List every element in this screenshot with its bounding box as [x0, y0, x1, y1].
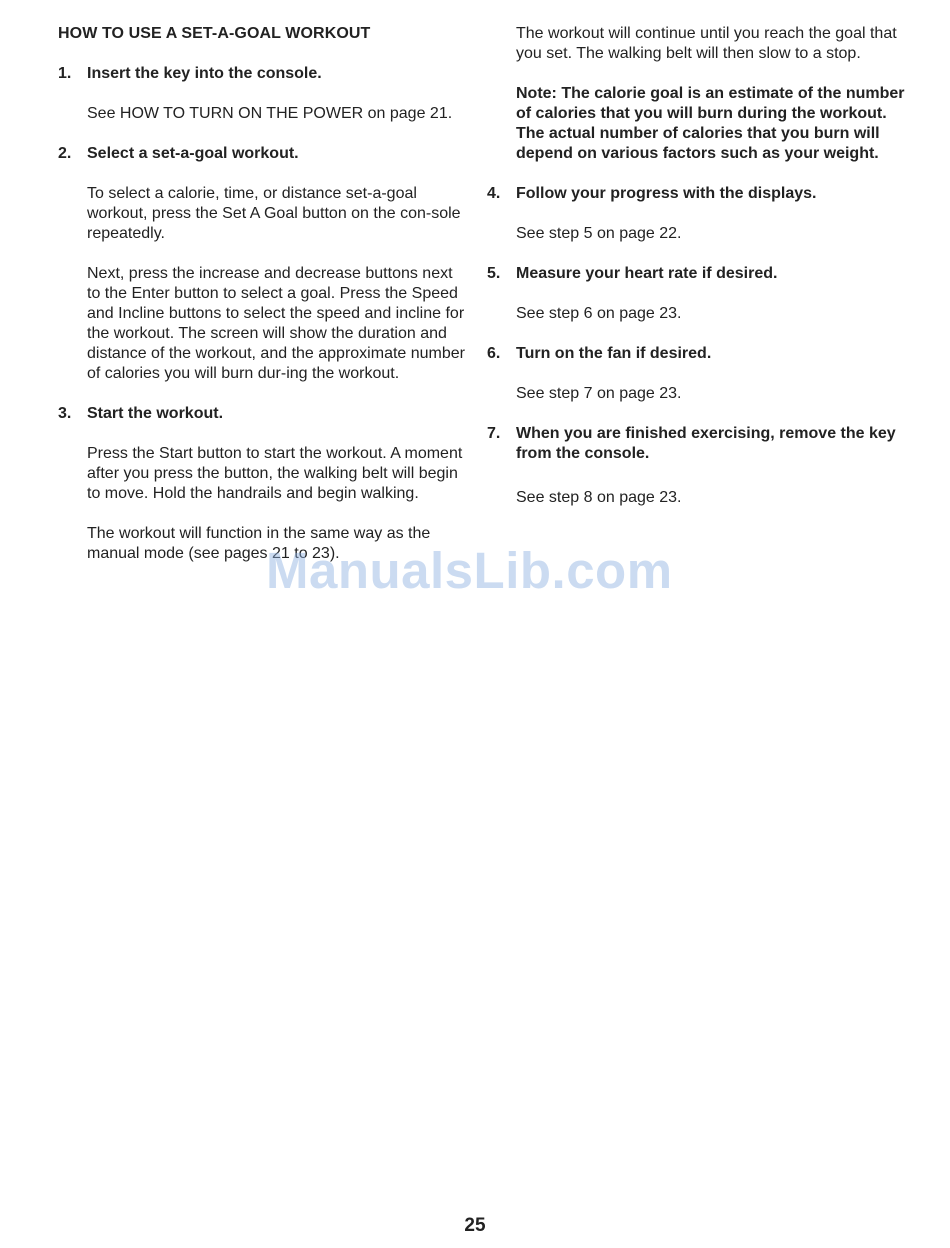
step-2-text: Select a set-a-goal workout. [87, 145, 299, 162]
step-4-text: Follow your progress with the displays. [516, 185, 817, 202]
step-6-text: Turn on the fan if desired. [516, 345, 712, 362]
step-6-title [487, 344, 907, 364]
step-7-number: 7. [487, 425, 501, 442]
step-3-paragraph-2: The workout will function in the same way as the manual mode (see pages 21 to 23). [87, 525, 431, 562]
right-column [487, 24, 907, 528]
watermark: ManualsLib.com [266, 542, 673, 599]
step-7-title [487, 424, 907, 464]
step-6-number: 6. [487, 345, 501, 362]
section-heading: HOW TO USE A SET-A-GOAL WORKOUT [58, 25, 371, 42]
step-5-text: Measure your heart rate if desired. [516, 265, 778, 282]
step-4-number: 4. [487, 185, 501, 202]
step-3-paragraph-1: Press the Start button to start the workout. A moment after you press the button, the walking belt will begin to move. Hold the handrails and begin walking. [87, 445, 463, 502]
step-1-number: 1. [58, 65, 72, 82]
step-2-number: 2. [58, 145, 72, 162]
step-4-title [487, 184, 907, 204]
step-2-title [58, 144, 468, 164]
step-3-text: Start the workout. [87, 405, 224, 422]
page-number: 25 [464, 1215, 486, 1236]
step-5-number: 5. [487, 265, 501, 282]
step-1-paragraph: See HOW TO TURN ON THE POWER on page 21. [87, 105, 453, 122]
goal-continue-paragraph: The workout will continue until you reach the goal that you set. The walking belt will then slow to a stop. [516, 25, 897, 62]
step-6-paragraph: See step 7 on page 23. [516, 385, 682, 402]
step-2-paragraph-2: Next, press the increase and decrease buttons next to the Enter button to select a goal. Press the Speed and Incline buttons to select the speed and incline for the workout. The screen will show the duration and distance of the workout, and the approximate number of calories you will burn dur-ing the workout. [87, 265, 465, 382]
step-3-title [58, 404, 468, 424]
calorie-goal-note: Note: The calorie goal is an estimate of the number of calories that you will burn during the workout. The actual number of calories that you burn will depend on various factors such as your weight. [516, 85, 905, 162]
step-3-number: 3. [58, 405, 72, 422]
step-1-text: Insert the key into the console. [87, 65, 322, 82]
step-7-paragraph: See step 8 on page 23. [516, 489, 682, 506]
left-column [58, 24, 468, 584]
step-1-title [58, 64, 468, 84]
step-5-title [487, 264, 907, 284]
step-4-paragraph: See step 5 on page 22. [516, 225, 682, 242]
step-5-paragraph: See step 6 on page 23. [516, 305, 682, 322]
step-2-paragraph-1: To select a calorie, time, or distance set-a-goal workout, press the Set A Goal button on the con-sole repeatedly. [87, 185, 461, 242]
step-7-text: When you are finished exercising, remove the key from the console. [516, 425, 896, 462]
